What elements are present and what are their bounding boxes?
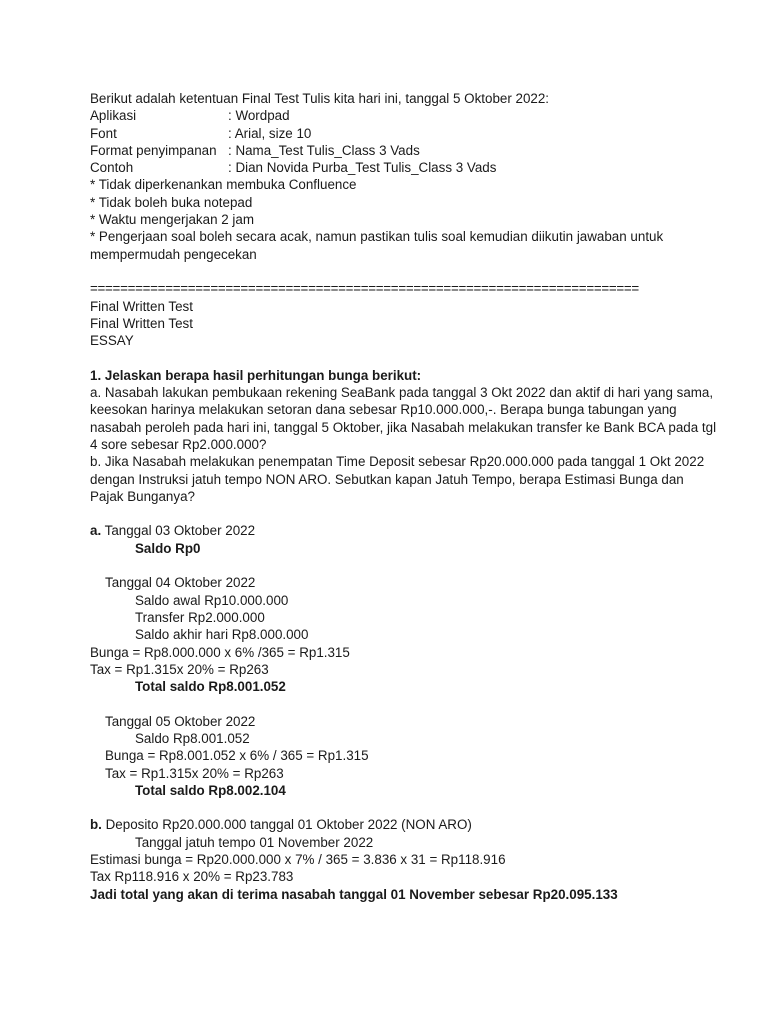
heading-line: ESSAY: [90, 333, 134, 349]
field-value: : Wordpad: [228, 108, 290, 124]
question-title: 1. Jelaskan berapa hasil perhitungan bunga berikut:: [90, 367, 422, 383]
answer-a-total2: Total saldo Rp8.002.104: [135, 782, 286, 798]
answer-b-jatuh-tempo: Tanggal jatuh tempo 01 November 2022: [135, 834, 374, 850]
answer-a-tax1: Tax = Rp1.315x 20% = Rp263: [90, 661, 269, 677]
answer-a-day3: Tanggal 05 Oktober 2022: [105, 713, 256, 729]
answer-b-deposito-text: Deposito Rp20.000.000 tanggal 01 Oktober 2022 (NON ARO): [101, 817, 472, 833]
field-row-aplikasi: [90, 107, 690, 124]
separator-line: =========================================================================: [90, 281, 639, 297]
answer-a-saldo-akhir: Saldo akhir hari Rp8.000.000: [135, 627, 309, 643]
field-key: Aplikasi: [90, 108, 137, 124]
question-line: dengan Instruksi jatuh tempo NON ARO. Sebutkan kapan Jatuh Tempo, berapa Estimasi Bunga dan: [90, 471, 684, 487]
rule-item: * Pengerjaan soal boleh secara acak, namun pastikan tulis soal kemudian diikutin jawaban untuk: [90, 229, 664, 245]
field-key: Font: [90, 125, 117, 141]
answer-a-saldo-awal: Saldo awal Rp10.000.000: [135, 592, 289, 608]
document-page: [90, 90, 717, 903]
question-line: 4 sore sebesar Rp2.000.000?: [90, 436, 267, 452]
answer-b-estimasi: Estimasi bunga = Rp20.000.000 x 7% / 365 = 3.836 x 31 = Rp118.916: [90, 852, 506, 868]
rule-item: * Waktu mengerjakan 2 jam: [90, 212, 254, 228]
question-line: nasabah peroleh pada hari ini, tanggal 5 Oktober, jika Nasabah melakukan transfer ke Bank BCA pada tgl: [90, 419, 717, 435]
question-line: Pajak Bunganya?: [90, 488, 195, 504]
answer-a-total1: Total saldo Rp8.001.052: [135, 679, 286, 695]
answer-a-label: a.: [90, 523, 102, 539]
field-value: : Dian Novida Purba_Test Tulis_Class 3 Vads: [228, 160, 497, 176]
field-key: Contoh: [90, 160, 134, 176]
answer-a-saldo0: Saldo Rp0: [135, 540, 201, 556]
question-line: b. Jika Nasabah melakukan penempatan Time Deposit sebesar Rp20.000.000 pada tanggal 1 Okt 2022: [90, 454, 705, 470]
field-row-font: [90, 125, 690, 142]
answer-a-saldo3: Saldo Rp8.001.052: [135, 730, 250, 746]
field-row-format: [90, 142, 690, 159]
field-value: : Nama_Test Tulis_Class 3 Vads: [228, 142, 420, 158]
heading-line: Final Written Test: [90, 315, 193, 331]
answer-a-day2: Tanggal 04 Oktober 2022: [105, 575, 256, 591]
answer-a-transfer: Transfer Rp2.000.000: [135, 609, 265, 625]
intro-line: Berikut adalah ketentuan Final Test Tulis kita hari ini, tanggal 5 Oktober 2022:: [90, 91, 550, 106]
answer-a-bunga2: Bunga = Rp8.001.052 x 6% / 365 = Rp1.315: [105, 748, 369, 764]
question-line: a. Nasabah lakukan pembukaan rekening SeaBank pada tanggal 3 Okt 2022 dan aktif di hari yang sama,: [90, 385, 714, 401]
answer-b-tax: Tax Rp118.916 x 20% = Rp23.783: [90, 869, 294, 885]
answer-a-tax2: Tax = Rp1.315x 20% = Rp263: [105, 765, 284, 781]
answer-b-label: b.: [90, 817, 102, 833]
rule-item: * Tidak boleh buka notepad: [90, 194, 253, 210]
heading-line: Final Written Test: [90, 298, 193, 314]
field-key: Format penyimpanan: [90, 142, 217, 158]
answer-a-day1-text: Tanggal 03 Oktober 2022: [101, 523, 256, 539]
answer-b-deposito: [90, 816, 690, 833]
question-line: keesokan harinya melakukan setoran dana sebesar Rp10.000.000,-. Berapa bunga tabungan yang: [90, 402, 677, 418]
field-value: : Arial, size 10: [228, 125, 312, 141]
rule-item: * Tidak diperkenankan membuka Confluence: [90, 177, 357, 193]
field-row-contoh: [90, 159, 690, 176]
rule-item: mempermudah pengecekan: [90, 246, 257, 262]
answer-a-day1: [90, 522, 690, 539]
answer-b-total: Jadi total yang akan di terima nasabah tanggal 01 November sebesar Rp20.095.133: [90, 886, 618, 902]
answer-a-bunga1: Bunga = Rp8.000.000 x 6% /365 = Rp1.315: [90, 644, 350, 660]
